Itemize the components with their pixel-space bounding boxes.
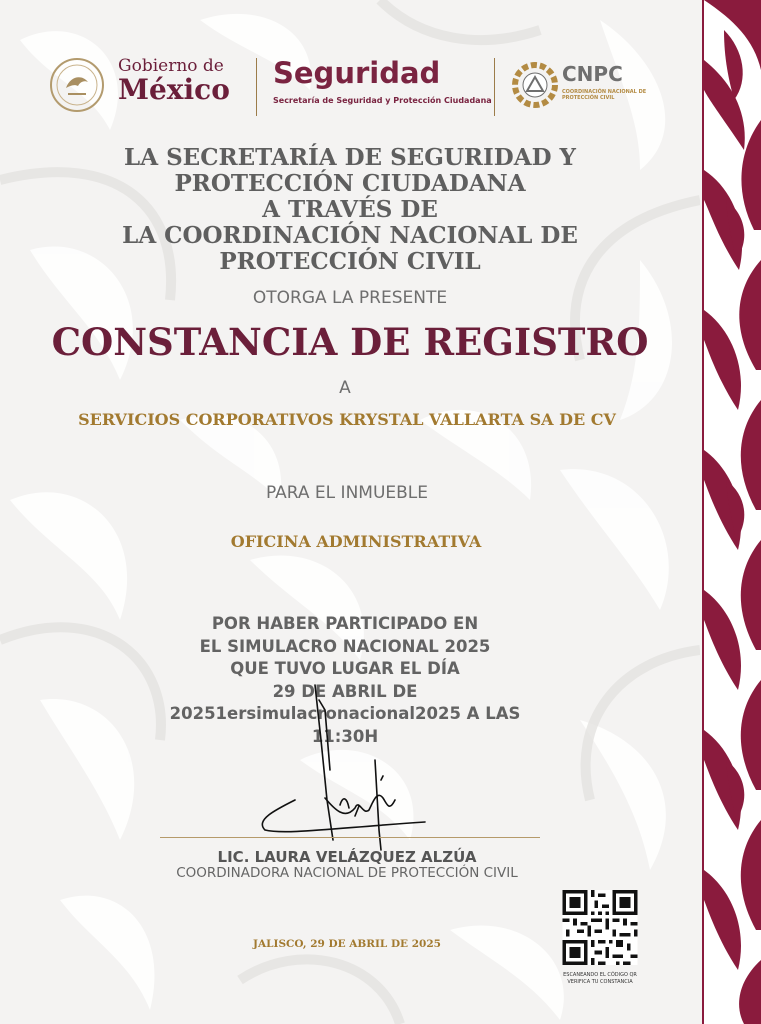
signer-title: COORDINADORA NACIONAL DE PROTECCIÓN CIVIL: [176, 865, 518, 881]
header-logos: [44, 52, 664, 124]
participation-line: 11:30H: [311, 726, 379, 746]
signer-name: LIC. LAURA VELÁZQUEZ ALZÚA: [217, 848, 477, 866]
heading-line: PROTECCIÓN CIUDADANA: [174, 170, 526, 197]
a-text: A: [339, 378, 351, 398]
gobierno-line2: México: [118, 73, 230, 106]
document-title: CONSTANCIA DE REGISTRO: [51, 320, 649, 364]
heading-line: PROTECCIÓN CIVIL: [219, 248, 481, 275]
gobierno-de-mexico-logo: [118, 56, 230, 104]
heading-line: A TRAVÉS DE: [262, 196, 438, 223]
seguridad-title: Seguridad: [273, 56, 441, 90]
place-date: JALISCO, 29 DE ABRIL DE 2025: [253, 938, 441, 950]
qr-code: [560, 890, 640, 965]
heading-line: LA SECRETARÍA DE SEGURIDAD Y: [124, 144, 576, 171]
participation-line: 29 DE ABRIL DE: [272, 681, 418, 701]
signature: [255, 680, 445, 855]
recipient-name: SERVICIOS CORPORATIVOS KRYSTAL VALLARTA SA DE CV: [78, 410, 616, 429]
mexico-seal-icon: [44, 56, 110, 114]
header-divider: [494, 58, 495, 116]
issuer-heading: [60, 145, 640, 275]
participation-line: POR HABER PARTICIPADO EN: [211, 614, 479, 633]
cnpc-title: CNPC: [562, 62, 623, 86]
participation-line: 20251ersimulacronacional2025 A LAS: [169, 704, 521, 723]
signature-line: [160, 837, 540, 838]
cnpc-logo-icon: [512, 62, 558, 108]
decorative-border: [702, 0, 761, 1024]
otorga-text: OTORGA LA PRESENTE: [252, 288, 448, 308]
gobierno-line1: Gobierno de: [118, 56, 224, 76]
cnpc-subtitle: COORDINACIÓN NACIONAL DE PROTECCIÓN CIVIL: [562, 89, 647, 101]
qr-caption: ESCANEANDO EL CÓDIGO QR VERIFICA TU CONSTANCIA: [563, 972, 637, 985]
inmueble-name: OFICINA ADMINISTRATIVA: [230, 532, 482, 551]
heading-line: LA COORDINACIÓN NACIONAL DE: [122, 222, 578, 249]
header-divider: [256, 58, 257, 116]
para-inmueble-text: PARA EL INMUEBLE: [265, 483, 429, 503]
participation-line: EL SIMULACRO NACIONAL 2025: [199, 636, 491, 656]
participation-line: QUE TUVO LUGAR EL DÍA: [230, 659, 460, 678]
seguridad-subtitle: Secretaría de Seguridad y Protección Ciudadana: [273, 96, 492, 105]
